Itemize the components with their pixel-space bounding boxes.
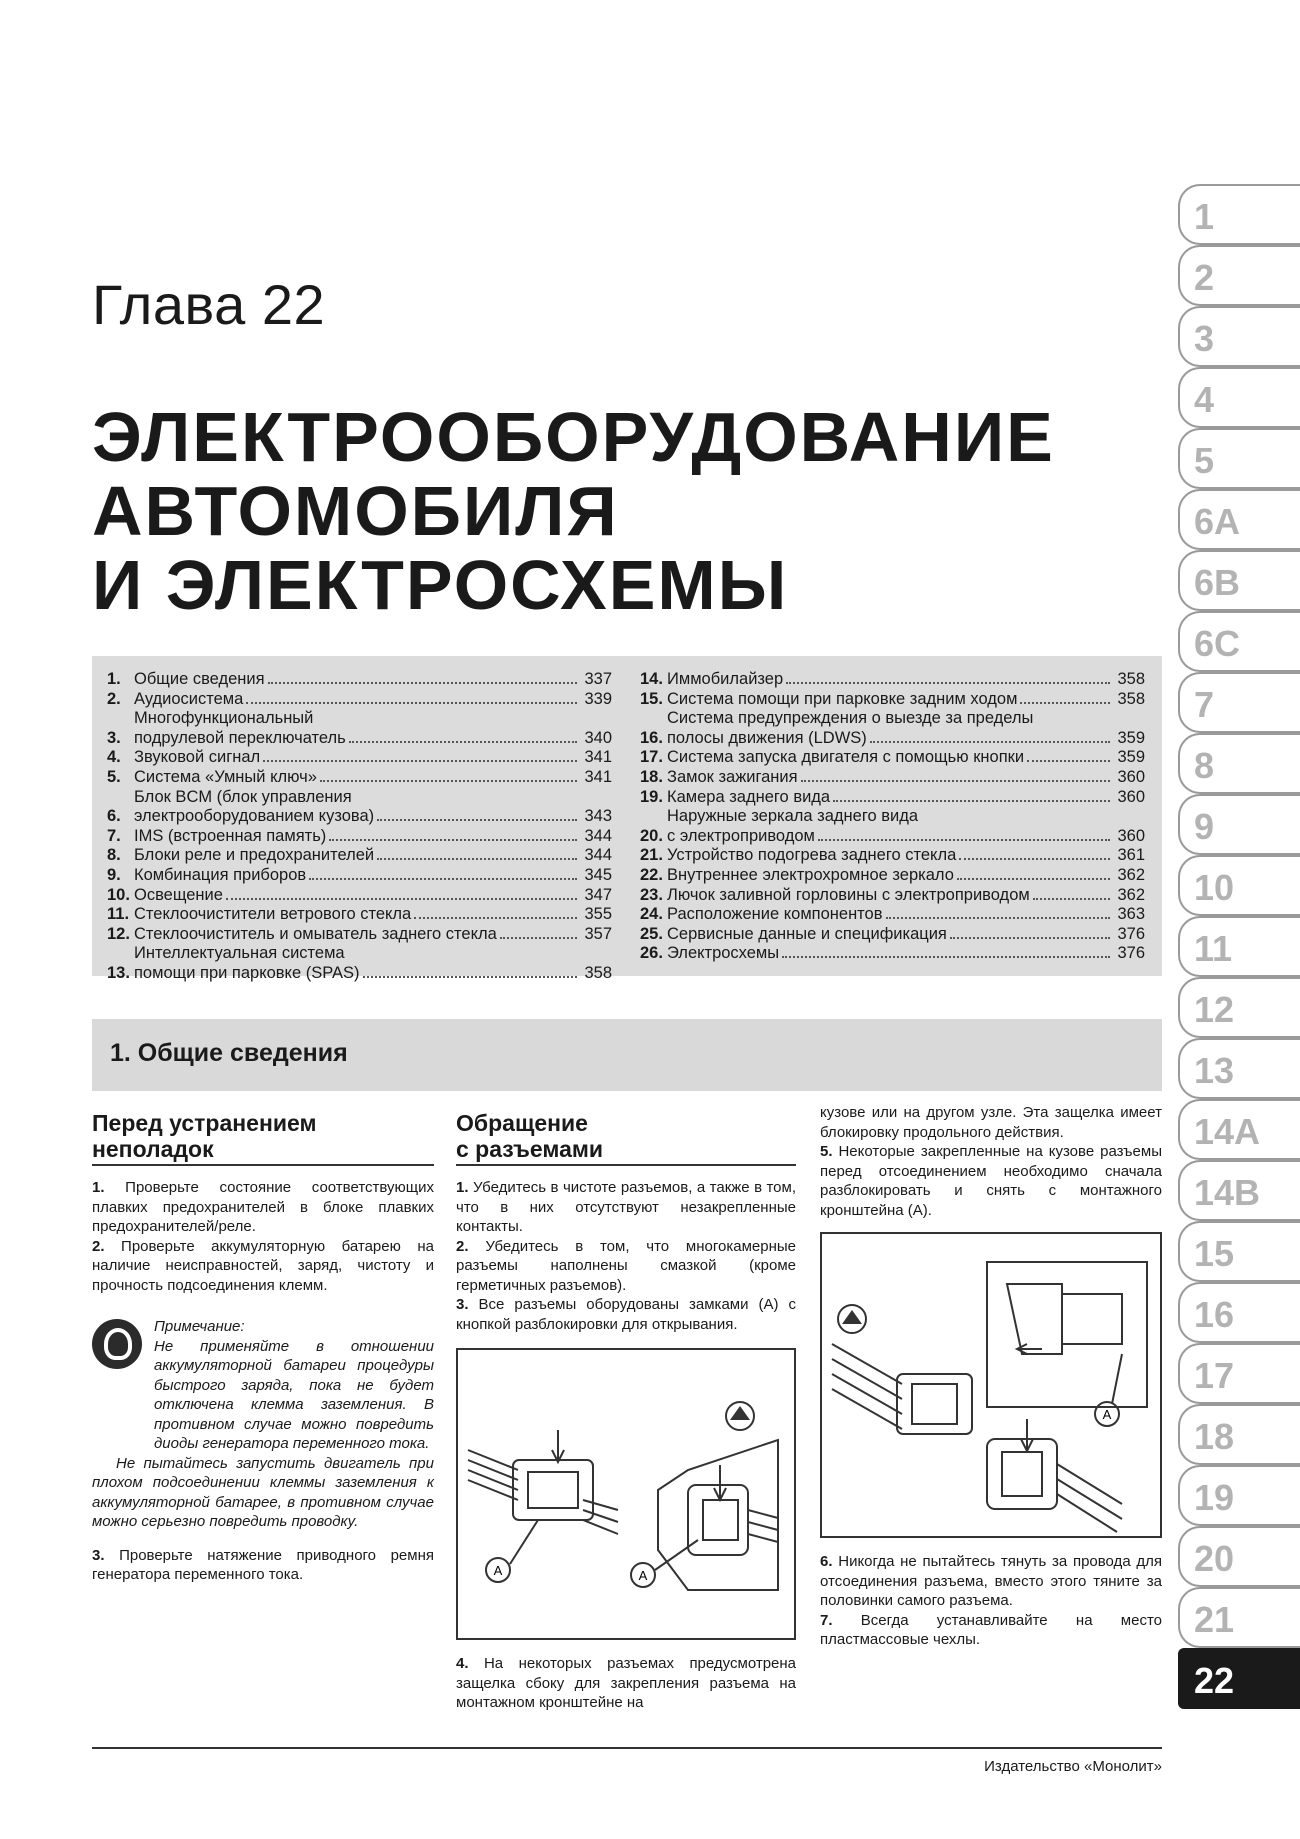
chapter-tab-label: 20 [1194, 1538, 1235, 1579]
toc-title-line: электрооборудованием кузова) [134, 807, 375, 826]
toc-leader-dots [226, 898, 577, 900]
toc-title-line: Сервисные данные и спецификация [667, 924, 947, 943]
item-text: Всегда устанавливайте на место пластмассовые чехлы. [820, 1611, 1163, 1648]
toc-title-line: Стеклоочиститель и омыватель заднего стекла [134, 924, 497, 943]
chapter-tab-16 [1178, 1282, 1300, 1343]
toc-title-line: Камера заднего вида [667, 787, 831, 806]
chapter-tab-label: 9 [1194, 806, 1215, 847]
toc-entry [107, 905, 612, 925]
toc-title-line: Наружные зеркала заднего вида [667, 807, 919, 826]
chapter-tab-6a [1178, 489, 1300, 550]
toc-number: 23. [640, 885, 663, 904]
paragraph [820, 1611, 1162, 1650]
chapter-tab-9 [1178, 794, 1300, 855]
chapter-tabs [1178, 184, 1300, 1709]
chapter-tab-1 [1178, 184, 1300, 245]
item-text: Никогда не пытайтесь тянуть за провода для отсоединения разъема, вместо этого тяните за половинки самого разъема. [820, 1553, 1162, 1609]
chapter-tab-19 [1178, 1465, 1300, 1526]
toc-entry [640, 846, 1145, 866]
toc-page-number: 358 [1117, 670, 1145, 688]
toc-leader-dots [309, 878, 577, 880]
chapter-tab-5 [1178, 428, 1300, 489]
heading-line: с разъемами [456, 1136, 604, 1162]
toc-number: 16. [640, 728, 663, 747]
toc-title-line: помощи при парковке (SPAS) [134, 963, 360, 982]
toc-page-number: 358 [1117, 689, 1145, 708]
item-number: 7. [820, 1611, 833, 1629]
toc-title-line: Система запуска двигателя с помощью кнопки [667, 748, 1025, 767]
toc-page-number: 376 [1117, 944, 1145, 963]
chapter-tab-label: 13 [1194, 1050, 1235, 1091]
toc-leader-dots [1027, 760, 1110, 762]
toc-leader-dots [870, 741, 1110, 743]
item-text: кузове или на другом узле. Эта защелка имеет блокировку продольного действия. [820, 1104, 1162, 1141]
toc-page-number: 359 [1117, 728, 1145, 747]
item-number: 1. [456, 1179, 469, 1196]
toc-number: 11. [107, 905, 130, 924]
chapter-tab-14b [1178, 1160, 1300, 1221]
toc-page-number: 358 [584, 963, 612, 982]
toc-leader-dots [786, 682, 1110, 684]
toc-column-right [640, 670, 1145, 964]
toc-entry [640, 944, 1145, 964]
column-troubleshooting [92, 1105, 434, 1585]
figure-label-a: A [638, 1568, 648, 1583]
column-connectors-continued [820, 1103, 1162, 1650]
toc-number: 12. [107, 924, 130, 943]
chapter-tab-label: 15 [1194, 1233, 1235, 1274]
toc-title-line: Расположение компонентов [667, 905, 883, 924]
toc-number: 25. [640, 924, 663, 943]
toc-number: 9. [107, 865, 121, 884]
paragraph [92, 1237, 434, 1296]
chapter-tab-15 [1178, 1221, 1300, 1282]
chapter-tab-label: 19 [1194, 1477, 1235, 1518]
chapter-tab-label: 7 [1194, 684, 1215, 725]
lightbulb-icon [92, 1319, 142, 1369]
bracket-connector-figure [820, 1232, 1162, 1538]
item-number: 5. [820, 1143, 833, 1160]
toc-entry [640, 866, 1145, 886]
toc-number: 24. [640, 905, 663, 924]
chapter-tab-label: 8 [1194, 745, 1215, 786]
toc-entry [107, 886, 612, 906]
item-number: 4. [456, 1655, 469, 1672]
toc-title-line: полосы движения (LDWS) [667, 728, 867, 747]
toc-number: 10. [107, 885, 130, 904]
toc-leader-dots [886, 917, 1111, 919]
toc-title-line: Блок BCM (блок управления [134, 787, 352, 806]
chapter-tab-label: 12 [1194, 989, 1235, 1030]
toc-title-line: Многофункциональный [134, 709, 314, 728]
toc-entry [107, 944, 612, 983]
paragraph [820, 1103, 1162, 1142]
chapter-tab-label: 16 [1194, 1294, 1235, 1335]
toc-number: 13. [107, 963, 130, 982]
toc-page-number: 359 [1117, 748, 1145, 767]
chapter-tab-label: 18 [1194, 1416, 1235, 1457]
toc-number: 7. [107, 826, 121, 845]
toc-page-number: 337 [584, 670, 612, 688]
toc-page-number: 363 [1117, 905, 1145, 924]
toc-page-number: 360 [1117, 826, 1145, 845]
toc-page-number: 360 [1117, 767, 1145, 786]
chapter-tab-label: 14A [1194, 1111, 1261, 1152]
toc-leader-dots [377, 819, 577, 821]
table-of-contents [92, 656, 1162, 982]
toc-title-line: Иммобилайзер [667, 670, 784, 688]
bracket-connector-illustration [822, 1234, 1160, 1536]
toc-title-line: Система предупреждения о выезде за пределы [667, 709, 1034, 728]
item-number: 2. [456, 1237, 469, 1255]
chapter-tab-label: 14B [1194, 1172, 1261, 1213]
toc-leader-dots [782, 956, 1110, 958]
toc-leader-dots [833, 800, 1110, 802]
chapter-tab-6c [1178, 611, 1300, 672]
column-connectors [456, 1105, 796, 1713]
connector-illustration [458, 1350, 794, 1638]
column-heading [92, 1110, 434, 1166]
toc-leader-dots [377, 858, 577, 860]
paragraph [456, 1295, 796, 1334]
paragraph [92, 1546, 434, 1585]
toc-page-number: 339 [584, 689, 612, 708]
toc-leader-dots [320, 780, 577, 782]
toc-title-line: Электросхемы [667, 944, 780, 963]
toc-entry [107, 866, 612, 886]
item-text: Некоторые закрепленные на кузове разъемы перед отсоединением необходимо сначала разблокировать и снять с монтажного кронштейна (А). [820, 1143, 1162, 1219]
item-number: 3. [92, 1546, 105, 1564]
toc-page-number: 357 [584, 924, 612, 943]
chapter-tab-label: 21 [1194, 1599, 1235, 1640]
toc-entry [107, 827, 612, 847]
chapter-tab-label: 10 [1194, 867, 1235, 908]
chapter-tab-3 [1178, 306, 1300, 367]
toc-number: 4. [107, 748, 121, 767]
chapter-title-line: И ЭЛЕКТРОСХЕМЫ [92, 546, 789, 624]
toc-entry [640, 768, 1145, 788]
chapter-tab-label: 17 [1194, 1355, 1235, 1396]
toc-entry [640, 886, 1145, 906]
chapter-tab-label: 3 [1194, 318, 1215, 359]
chapter-title-line: ЭЛЕКТРООБОРУДОВАНИЕ [92, 398, 1055, 476]
toc-leader-dots [263, 760, 577, 762]
toc-title-line: Освещение [134, 885, 223, 904]
paragraph [456, 1237, 796, 1296]
toc-entry [640, 925, 1145, 945]
toc-page-number: 347 [584, 885, 612, 904]
figure-label-a: A [1102, 1407, 1112, 1422]
toc-leader-dots [950, 937, 1110, 939]
toc-number: 21. [640, 846, 663, 865]
toc-number: 18. [640, 767, 663, 786]
toc-number: 8. [107, 846, 121, 865]
chapter-title-line: АВТОМОБИЛЯ [92, 472, 619, 550]
toc-leader-dots [1020, 702, 1110, 704]
chapter-tab-22 [1178, 1648, 1300, 1709]
chapter-tab-18 [1178, 1404, 1300, 1465]
toc-title-line: Стеклоочистители ветрового стекла [134, 905, 412, 924]
chapter-tab-7 [1178, 672, 1300, 733]
item-number: 6. [820, 1553, 833, 1570]
toc-title-line: с электроприводом [667, 826, 815, 845]
toc-title-line: Замок зажигания [667, 767, 798, 786]
toc-number: 22. [640, 865, 663, 884]
toc-entry [107, 690, 612, 710]
toc-leader-dots [957, 878, 1110, 880]
chapter-label: Глава 22 [92, 273, 326, 336]
chapter-tab-17 [1178, 1343, 1300, 1404]
toc-leader-dots [268, 682, 577, 684]
toc-entry [640, 807, 1145, 846]
chapter-title [92, 400, 1055, 622]
toc-entry [640, 670, 1145, 690]
chapter-tab-4 [1178, 367, 1300, 428]
toc-number: 19. [640, 787, 663, 806]
toc-page-number: 376 [1117, 924, 1145, 943]
chapter-tab-11 [1178, 916, 1300, 977]
column-heading [456, 1110, 796, 1166]
toc-title-line: Общие сведения [134, 670, 265, 688]
toc-leader-dots [500, 937, 577, 939]
chapter-tab-label: 6A [1194, 501, 1241, 542]
connector-lock-figure [456, 1348, 796, 1640]
toc-title-line: Система «Умный ключ» [134, 767, 317, 786]
toc-entry [107, 768, 612, 788]
toc-number: 6. [107, 807, 121, 826]
chapter-tab-label: 22 [1194, 1660, 1235, 1701]
section-header [92, 1019, 1162, 1091]
toc-entry [107, 788, 612, 827]
paragraph [820, 1552, 1162, 1611]
chapter-tab-label: 5 [1194, 440, 1215, 481]
toc-entry [107, 748, 612, 768]
toc-number: 14. [640, 670, 663, 688]
toc-leader-dots [363, 976, 577, 978]
toc-number: 5. [107, 767, 121, 786]
chapter-tab-20 [1178, 1526, 1300, 1587]
publisher-name: Издательство «Монолит» [984, 1758, 1162, 1775]
toc-page-number: 341 [584, 748, 612, 767]
toc-title-line: Комбинация приборов [134, 865, 307, 884]
heading-line: неполадок [92, 1136, 214, 1162]
toc-page-number: 340 [584, 728, 612, 747]
toc-entry [640, 788, 1145, 808]
note-text: Не применяйте в отношении аккумуляторной батареи процедуры быстрого заряда, пока не будет отключена клемма заземления. В противном случае можно повредить диоды генератора переменного тока. [154, 1337, 434, 1452]
item-number: 1. [92, 1179, 105, 1196]
toc-page-number: 355 [584, 905, 612, 924]
toc-title-line: Внутреннее электрохромное зеркало [667, 865, 954, 884]
section-title: 1. Общие сведения [110, 1039, 348, 1067]
item-text: Все разъемы оборудованы замками (А) с кнопкой разблокировки для открывания. [456, 1296, 796, 1333]
item-text: На некоторых разъемах предусмотрена защелка сбоку для закрепления разъема на монтажном кронштейне на [456, 1655, 797, 1711]
chapter-tab-label: 2 [1194, 257, 1215, 298]
toc-leader-dots [818, 839, 1110, 841]
toc-page-number: 362 [1117, 885, 1145, 904]
toc-number: 26. [640, 944, 663, 963]
toc-leader-dots [246, 702, 577, 704]
toc-title-line: Блоки реле и предохранителей [134, 846, 375, 865]
toc-page-number: 343 [584, 807, 612, 826]
toc-title-line: IMS (встроенная память) [134, 826, 327, 845]
item-number: 3. [456, 1296, 469, 1313]
chapter-tab-label: 6C [1194, 623, 1241, 664]
toc-leader-dots [414, 917, 577, 919]
toc-entry [107, 925, 612, 945]
toc-page-number: 361 [1117, 846, 1145, 865]
heading-line: Обращение [456, 1110, 588, 1136]
item-number: 2. [92, 1237, 105, 1255]
toc-entry [640, 905, 1145, 925]
item-text: Убедитесь в чистоте разъемов, а также в том, что в них отсутствуют незакрепленные контакты. [456, 1179, 797, 1235]
figure-label-a: A [493, 1563, 503, 1578]
toc-page-number: 360 [1117, 787, 1145, 806]
toc-leader-dots [1033, 898, 1110, 900]
paragraph [456, 1178, 796, 1237]
chapter-tab-8 [1178, 733, 1300, 794]
chapter-tab-label: 6B [1194, 562, 1241, 603]
toc-column-left [107, 670, 612, 984]
toc-title-line: Интеллектуальная система [134, 944, 345, 963]
toc-page-number: 362 [1117, 865, 1145, 884]
toc-entry [640, 709, 1145, 748]
toc-leader-dots [349, 741, 577, 743]
toc-entry [640, 748, 1145, 768]
item-text: Проверьте аккумуляторную батарею на наличие неисправностей, заряд, чистоту и прочность подсоединения клемм. [92, 1237, 434, 1294]
note-heading: Примечание: [154, 1318, 245, 1335]
toc-title-line: Звуковой сигнал [134, 748, 261, 767]
toc-page-number: 341 [584, 767, 612, 786]
toc-entry [107, 670, 612, 690]
toc-page-number: 345 [584, 865, 612, 884]
toc-title-line: Лючок заливной горловины с электроприводом [667, 885, 1030, 904]
toc-page-number: 344 [584, 846, 612, 865]
item-text: Убедитесь в том, что многокамерные разъемы наполнены смазкой (кроме герметичных разъемов). [456, 1237, 796, 1294]
note-text: Не пытайтесь запустить двигатель при плохом подсоединении клеммы заземления к аккумуляторной батарее, в противном случае можно серьезно повредить проводку. [92, 1454, 434, 1530]
toc-entry [107, 709, 612, 748]
chapter-tab-21 [1178, 1587, 1300, 1648]
chapter-tab-label: 11 [1194, 928, 1233, 969]
chapter-tab-14a [1178, 1099, 1300, 1160]
chapter-tab-12 [1178, 977, 1300, 1038]
paragraph [92, 1178, 434, 1237]
toc-number: 2. [107, 689, 121, 708]
footer-divider [92, 1747, 1162, 1749]
note-block [92, 1317, 434, 1532]
toc-entry [107, 846, 612, 866]
toc-title-line: Аудиосистема [134, 689, 244, 708]
toc-number: 20. [640, 826, 663, 845]
toc-number: 17. [640, 748, 663, 767]
toc-leader-dots [801, 780, 1110, 782]
toc-leader-dots [959, 858, 1110, 860]
toc-page-number: 344 [584, 826, 612, 845]
toc-title-line: Система помощи при парковке задним ходом [667, 689, 1018, 708]
item-text: Проверьте натяжение приводного ремня генератора переменного тока. [92, 1546, 434, 1583]
paragraph [820, 1142, 1162, 1220]
chapter-tab-10 [1178, 855, 1300, 916]
toc-number: 3. [107, 728, 121, 747]
toc-leader-dots [329, 839, 577, 841]
toc-entry [640, 690, 1145, 710]
chapter-tab-6b [1178, 550, 1300, 611]
chapter-tab-2 [1178, 245, 1300, 306]
paragraph [456, 1654, 796, 1713]
chapter-tab-label: 4 [1194, 379, 1215, 420]
item-text: Проверьте состояние соответствующих плавких предохранителей в блоке плавких предохранителей/реле. [92, 1179, 435, 1235]
toc-title-line: Устройство подогрева заднего стекла [667, 846, 957, 865]
chapter-tab-label: 1 [1194, 196, 1215, 237]
toc-number: 15. [640, 689, 663, 708]
chapter-tab-13 [1178, 1038, 1300, 1099]
toc-title-line: подрулевой переключатель [134, 728, 346, 747]
heading-line: Перед устранением [92, 1110, 317, 1136]
toc-number: 1. [107, 670, 121, 688]
